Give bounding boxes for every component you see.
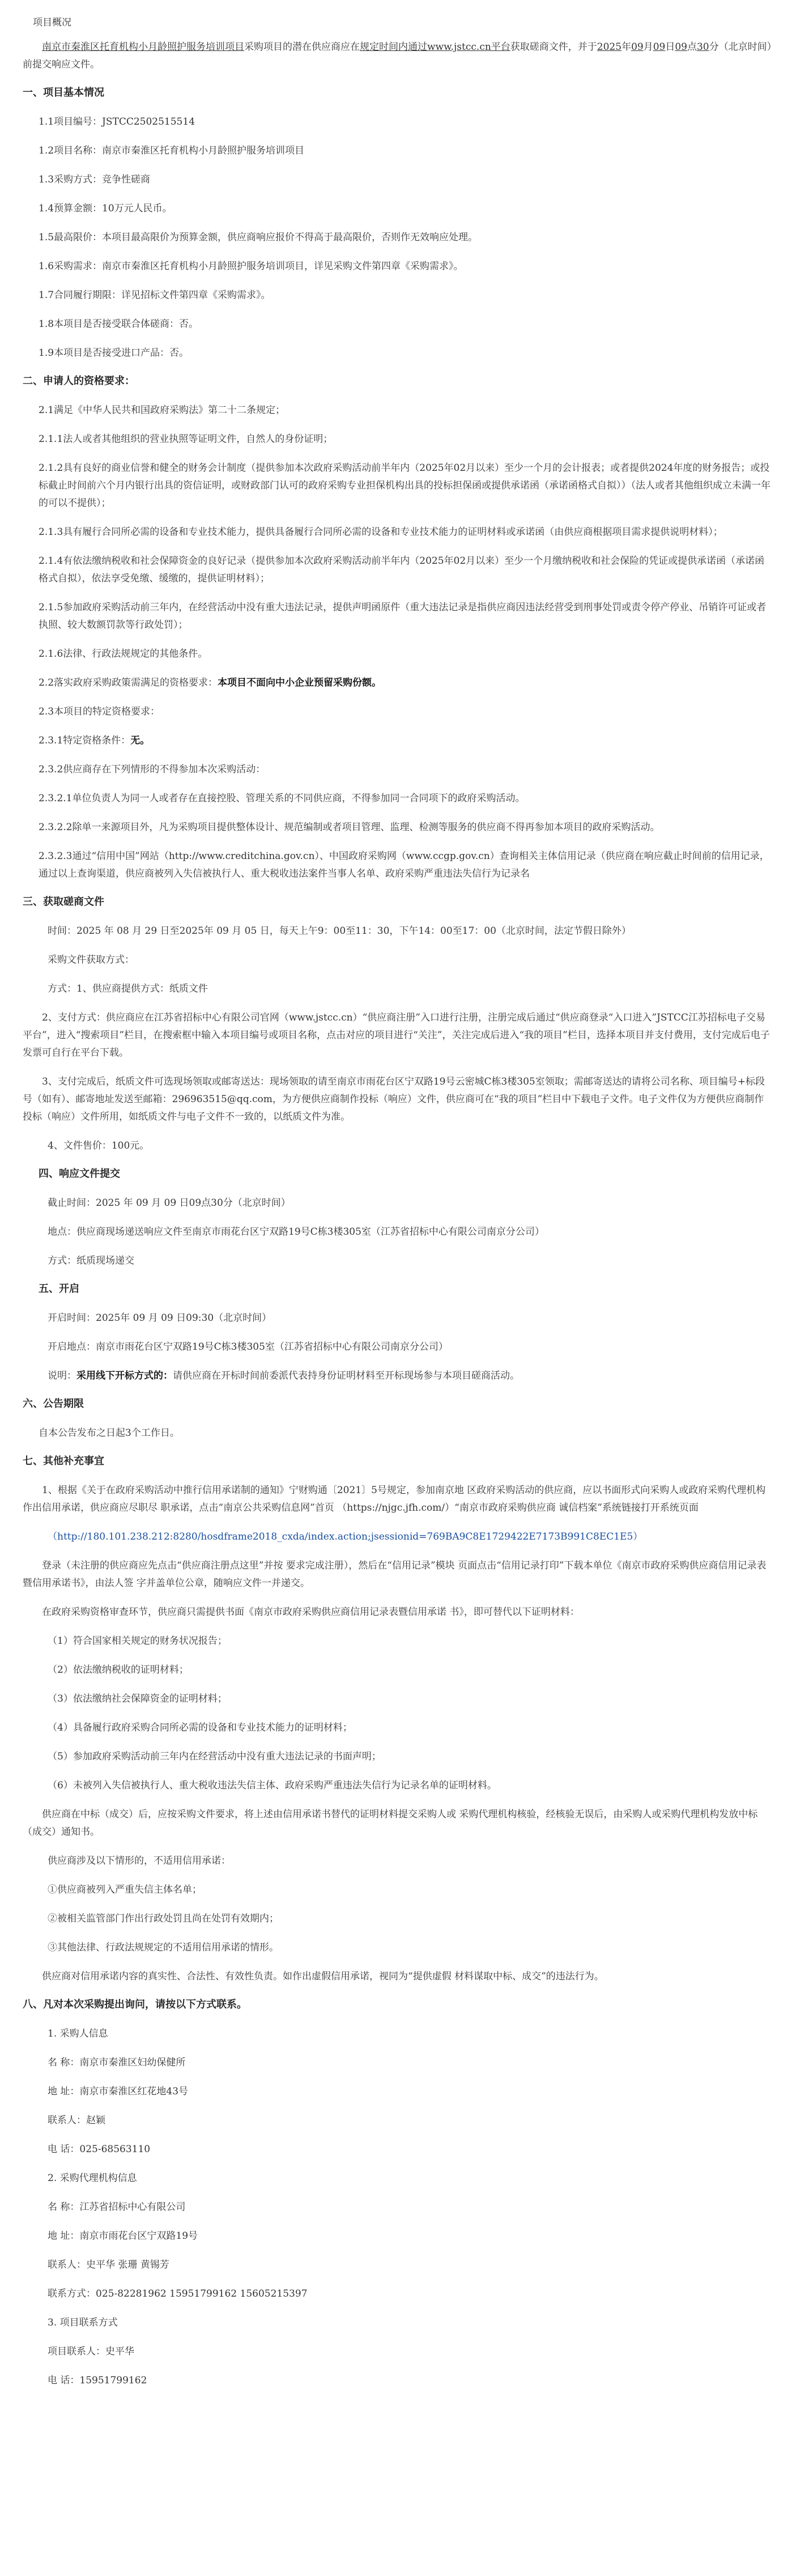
list-item: ①供应商被列入严重失信主体名单； [48,1884,202,1895]
overview-tail: 分（北京时间）前提交响应文件。 [23,41,772,70]
section-1-list [23,113,773,362]
list-item: ②被相关监管部门作出行政处罚且尚在处罚有效期内； [48,1913,279,1924]
credit-paragraph-1: 1、根据《关于在政府采购活动中推行信用承诺制的通知》宁财购通〔2021〕5号规定，参加南京地 区政府采购活动的供应商，应以书面形式向采购人或政府采购代理机构作出信用承诺，供应商应尽职尽 职承诺，点击“南京公共采购信息网”首页 （https://njgc.jfh.com/）“南京市政府采购供应商 诚信档案”系统链接打开系统页面 [23,1485,766,1514]
requirement-2-2-emphasis: 本项目不面向中小企业预留采购份额。 [218,677,382,688]
opening-note [23,1367,773,1385]
credit-paragraph-4: 供应商在中标（成交）后，应按采购文件要求，将上述由信用承诺书替代的证明材料提交采购人或 采购代理机构核验，经核验无误后，由采购人或采购代理机构发放中标（成交）通知书。 [23,1809,758,1838]
year-label: 年 [622,41,632,53]
requirement-2-1-4: 2.1.4有依法缴纳税收和社会保障资金的良好记录（提供参加本次政府采购活动前半年内（2025年02月以来）至少一个月缴纳税收和社会保险的凭证或提供承诺函（承诺函格式自拟），依法享受免缴、缓缴的，提供证明材料）； [39,555,765,584]
requirement-2-3-2-3: 2.3.2.3通过“信用中国”网站（http://www.creditchina.gov.cn）、中国政府采购网（www.ccgp.gov.cn）查询相关主体信用记录（供应商在响应截止时间前的信用记录，通过以上查询渠道，供应商被列入失信被执行人、重大税收违法案件当事人名单、政府采购严重违法失信行为记录名 [39,851,769,879]
purchaser-phone: 电 话：025-68563110 [48,2144,151,2155]
acquire-method-head: 采购文件获取方式： [48,954,134,966]
credit-paragraph-3: 在政府采购资格审查环节，供应商只需提供书面《南京市政府采购供应商信用记录表暨信用承诺 书》，即可替代以下证明材料： [42,1606,580,1618]
agency-phone: 联系方式：025-82281962 15951799162 15605215397 [48,2288,308,2299]
list-item: （3）依法缴纳社会保障资金的证明材料； [48,1693,227,1704]
list-item: 1.1项目编号：JSTCC2502515514 [39,116,195,127]
section-4-title: 四、响应文件提交 [39,1168,120,1180]
overview-place: 规定时间内通过www.jstcc.cn平台 [360,41,510,53]
section-7-title: 七、其他补充事宜 [23,1455,104,1467]
requirement-2-3-1-label: 2.3.1特定资格条件： [39,735,131,746]
submit-deadline: 截止时间：2025 年 09 月 09 日09点30分（北京时间） [48,1197,291,1209]
credit-paragraph-6: 供应商对信用承诺内容的真实性、合法性、有效性负责。如作出虚假信用承诺，视同为“提供虚假 材料谋取中标、成交”的违法行为。 [42,1971,604,1982]
section-5-title: 五、开启 [39,1283,79,1295]
list-item: （1）符合国家相关规定的财务状况报告； [48,1635,227,1647]
agency-heading: 2. 采购代理机构信息 [48,2173,137,2184]
section-2-title: 二、申请人的资格要求： [23,375,135,387]
overview-paragraph [23,39,773,74]
section-1-title: 一、项目基本情况 [23,87,104,99]
overview-year: 2025 [597,41,622,53]
requirement-2-2 [23,674,773,692]
acquire-time: 时间：2025 年 08 月 29 日至2025年 09 月 05 日，每天上午9：00至11：30，下午14：00至17：00（北京时间，法定节假日除外） [48,925,631,937]
list-item: 1.2项目名称：南京市秦淮区托育机构小月龄照护服务培训项目 [39,145,305,156]
overview-get: 获取磋商文件，并于 [510,41,597,53]
requirement-2-3-1-emphasis: 无。 [130,735,150,746]
overview-hour: 09 [675,41,687,53]
list-item: （2）依法缴纳税收的证明材料； [48,1664,189,1676]
requirement-2-3-2-2: 2.3.2.2除单一来源项目外，凡为采购项目提供整体设计、规范编制或者项目管理、监理、检测等服务的供应商不得再参加本项目的政府采购活动。 [39,822,660,833]
purchaser-contact: 联系人：赵颖 [48,2115,105,2126]
overview-heading: 项目概况 [33,17,71,28]
list-item: 1.9本项目是否接受进口产品：否。 [39,347,189,359]
credit-paragraph-5: 供应商涉及以下情形的，不适用信用承诺： [48,1855,231,1867]
list-item: （5）参加政府采购活动前三年内在经营活动中没有重大违法记录的书面声明； [48,1751,381,1762]
notice-period: 自本公告发布之日起3个工作日。 [39,1427,180,1439]
hour-label: 点 [687,41,697,53]
list-item: 1.4预算金额：10万元人民币。 [39,203,172,214]
opening-place: 开启地点：南京市雨花台区宁双路19号C栋3楼305室（江苏省招标中心有限公司南京分公司） [48,1341,448,1353]
requirement-2-1-2: 2.1.2具有良好的商业信誉和健全的财务会计制度（提供参加本次政府采购活动前半年内（2025年02月以来）至少一个月的会计报表；或者提供2024年度的财务报告；或投标截止时间前六个月内银行出具的资信证明，或财政部门认可的政府采购专业担保机构出具的投标担保函或提供承诺函（承诺函格式自拟））（法人或者其他组织成立未满一年的可以不提供）； [39,462,771,509]
overview-project-name: 南京市秦淮区托育机构小月龄照护服务培训项目 [42,41,244,53]
acquire-method-3: 3、支付完成后，纸质文件可选现场领取或邮寄送达：现场领取的请至南京市雨花台区宁双路19号云密城C栋3楼305室领取；需邮寄送达的请将公司名称、项目编号+标段号（如有）、邮寄地址发送至邮箱：296963515@qq.com，为方便供应商制作投标（响应）文件，供应商可在“我的项目”栏目中下载电子文件。电子文件仅为方便供应商制作投标（响应）文件所用，如纸质文件与电子文件不一致的，以纸质文件为准。 [23,1076,765,1123]
list-item: 1.6采购需求：南京市秦淮区托育机构小月龄照护服务培训项目，详见采购文件第四章《采购需求》。 [39,261,463,272]
requirement-2-3-2: 2.3.2供应商存在下列情形的不得参加本次采购活动： [39,764,266,775]
credit-system-link[interactable]: （http://180.101.238.212:8280/hosdframe2018_cxda/index.action;jsessionid=769BA9C8E1729422E7173B991C8EC1E5） [48,1531,643,1542]
purchaser-name: 名 称：南京市秦淮区妇幼保健所 [48,2057,186,2068]
list-item: 1.7合同履行期限：详见招标文件第四章《采购需求》。 [39,290,271,301]
acquire-price: 4、文件售价：100元。 [48,1140,150,1151]
list-item: 1.8本项目是否接受联合体磋商：否。 [39,318,199,330]
requirement-2-3-2-1: 2.3.2.1单位负责人为同一人或者存在直接控股、管理关系的不同供应商，不得参加同一合同项下的政府采购活动。 [39,793,525,804]
agency-address: 地 址：南京市雨花台区宁双路19号 [48,2230,198,2242]
requirement-2-1-1: 2.1.1法人或者其他组织的营业执照等证明文件，自然人的身份证明； [39,433,333,445]
opening-time: 开启时间：2025年 09 月 09 日09:30（北京时间） [48,1312,272,1324]
requirement-2-1-5: 2.1.5参加政府采购活动前三年内，在经营活动中没有重大违法记录，提供声明函原件（重大违法记录是指供应商因违法经营受到刑事处罚或责令停产停业、吊销许可证或者执照、较大数额罚款等行政处罚）； [39,602,767,631]
opening-note-label: 说明： [48,1370,76,1381]
section-6-title: 六、公告期限 [23,1398,84,1410]
acquire-method-1: 方式：1、供应商提供方式：纸质文件 [48,983,208,994]
purchaser-heading: 1. 采购人信息 [48,2028,108,2039]
agency-name: 名 称：江苏省招标中心有限公司 [48,2201,186,2213]
day-label: 日 [665,41,675,53]
list-item: （4）具备履行政府采购合同所必需的设备和专业技术能力的证明材料； [48,1722,352,1733]
opening-note-emphasis: 采用线下开标方式的： [76,1370,173,1381]
opening-note-text: 请供应商在开标时间前委派代表持身份证明材料至开标现场参与本项目磋商活动。 [173,1370,520,1381]
overview-minute: 30 [696,41,709,53]
overview-mid: 采购项目的潜在供应商应在 [244,41,360,53]
list-item: 1.3采购方式：竞争性磋商 [39,174,151,185]
requirement-2-2-label: 2.2落实政府采购政策需满足的资格要求： [39,677,218,688]
requirement-2-3-1 [23,732,773,750]
overview-day: 09 [653,41,666,53]
project-contact-person: 项目联系人：史平华 [48,2346,134,2357]
list-item: 1.5最高限价：本项目最高限价为预算金额，供应商响应报价不得高于最高限价，否则作无效响应处理。 [39,232,478,243]
requirement-2-1: 2.1满足《中华人民共和国政府采购法》第二十二条规定； [39,405,286,416]
list-item: ③其他法律、行政法规规定的不适用信用承诺的情形。 [48,1942,279,1953]
month-label: 月 [643,41,653,53]
agency-contact: 联系人：史平华 张珊 黄锡芳 [48,2259,169,2271]
section-3-title: 三、获取磋商文件 [23,896,104,908]
submit-mode: 方式：纸质现场递交 [48,1255,134,1266]
project-contact-heading: 3. 项目联系方式 [48,2317,118,2328]
purchaser-address: 地 址：南京市秦淮区红花地43号 [48,2086,189,2097]
overview-month: 09 [631,41,644,53]
project-contact-phone: 电 话：15951799162 [48,2375,147,2386]
section-8-title: 八、凡对本次采购提出询问，请按以下方式联系。 [23,1999,247,2010]
list-item: （6）未被列入失信被执行人、重大税收违法失信主体、政府采购严重违法失信行为记录名单的证明材料。 [48,1780,497,1791]
acquire-method-2: 2、支付方式：供应商应在江苏省招标中心有限公司官网（www.jstcc.cn）“供应商注册”入口进行注册，注册完成后通过“供应商登录“入口进入”JSTCC江苏招标电子交易平台”，进入“搜索项目”栏目，在搜索框中输入本项目编号或项目名称，点击对应的项目进行“关注”，关注完成后进入“我的项目”栏目，选择本项目并支付费用，支付完成后电子发票可自行在平台下载。 [23,1012,770,1059]
requirement-2-3: 2.3本项目的特定资格要求： [39,706,160,717]
credit-paragraph-2: 登录（未注册的供应商应先点击“供应商注册点这里”并按 要求完成注册），然后在“信用记录”模块 页面点击“信用记录打印”下载本单位《南京市政府采购供应商信用记录表暨信用承诺书》，由法人签 字并盖单位公章，随响应文件一并递交。 [23,1560,767,1589]
submit-place: 地点：供应商现场递送响应文件至南京市雨花台区宁双路19号C栋3楼305室（江苏省招标中心有限公司南京分公司） [48,1226,544,1238]
requirement-2-1-6: 2.1.6法律、行政法规规定的其他条件。 [39,648,208,660]
requirement-2-1-3: 2.1.3具有履行合同所必需的设备和专业技术能力，提供具备履行合同所必需的设备和专业技术能力的证明材料或承诺函（由供应商根据项目需求提供说明材料）； [39,526,723,538]
